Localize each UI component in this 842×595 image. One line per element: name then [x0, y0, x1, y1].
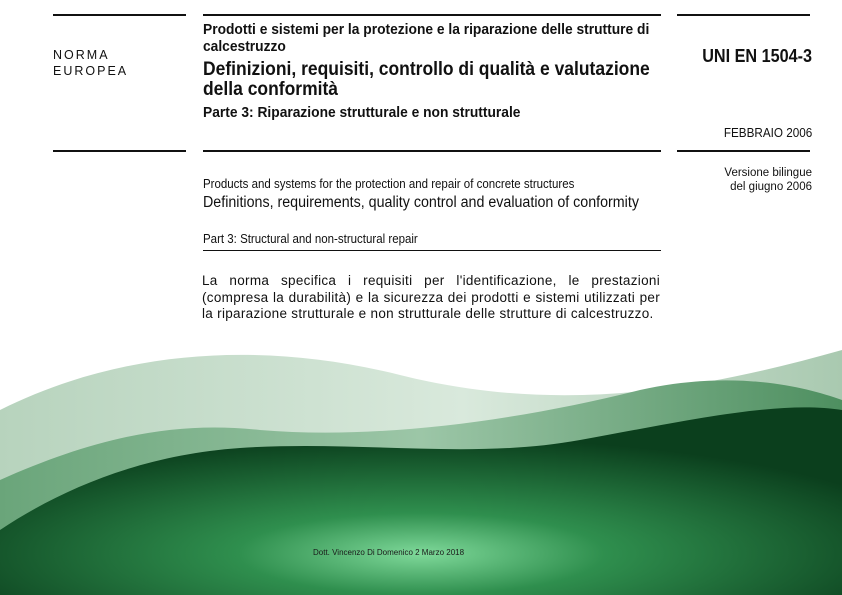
rule-mid-right [677, 150, 810, 152]
summary-text: La norma specifica i requisiti per l'identificazione, le prestazioni (compresa la durabilità) e la sicurezza dei prodotti e sistemi utilizzati per la riparazione strutturale e non strutturale delle strutture di calcestruzzo. [202, 273, 660, 321]
publication-date: FEBBRAIO 2006 [723, 125, 812, 140]
rule-mid-left [53, 150, 186, 152]
norma-line1: NORMA [53, 48, 110, 62]
english-title: Products and systems for the protection and repair of concrete structures [203, 177, 575, 191]
italian-definitions: Definizioni, requisiti, controllo di qualità e valutazione della conformità [203, 59, 650, 100]
english-definitions: Definitions, requirements, quality control and evaluation of conformity [203, 194, 639, 211]
norma-europea-label [53, 47, 173, 79]
italian-title: Prodotti e sistemi per la protezione e la riparazione delle strutture di calcestruzzo [203, 21, 650, 55]
rule-top-middle [203, 14, 661, 16]
english-part: Part 3: Structural and non-structural repair [203, 232, 418, 246]
rule-mid-middle [203, 150, 661, 152]
norma-line2: EUROPEA [53, 64, 129, 78]
version-note [652, 166, 812, 194]
rule-top-right [677, 14, 810, 16]
standard-code: UNI EN 1504-3 [702, 46, 812, 66]
footer-credit: Dott. Vincenzo Di Domenico 2 Marzo 2018 [313, 548, 465, 557]
italian-part: Parte 3: Riparazione strutturale e non strutturale [203, 104, 521, 121]
rule-english-divider [203, 250, 661, 251]
version-line1: Versione bilingue [724, 167, 812, 179]
version-line2: del giugno 2006 [730, 181, 812, 193]
rule-top-left [53, 14, 186, 16]
